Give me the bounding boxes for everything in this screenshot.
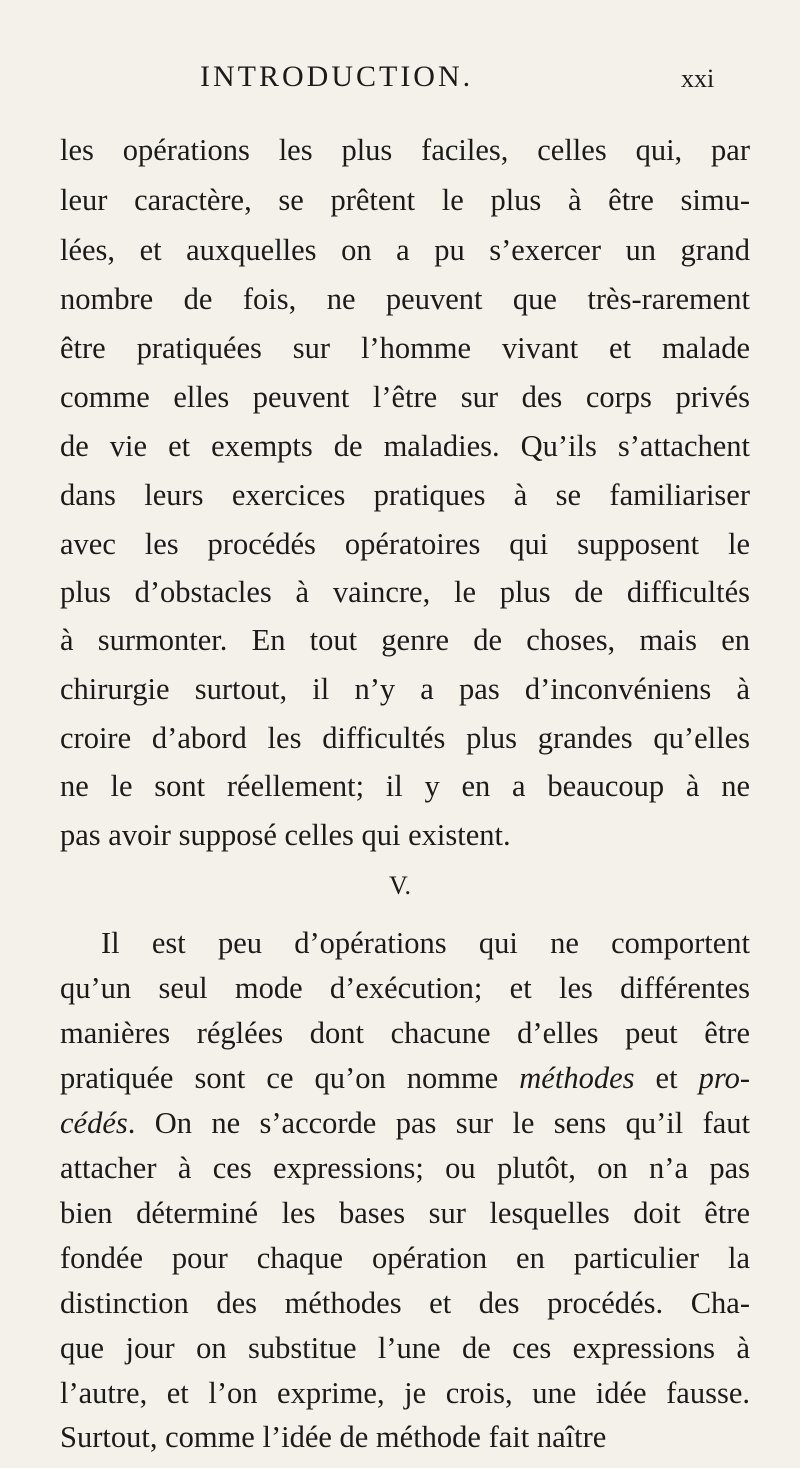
text-run: pratiquée sont ce qu’on nomme bbox=[60, 1061, 520, 1095]
text-line: croire d’abord les difficultés plus grandes qu’elles bbox=[60, 721, 750, 755]
text-line: attacher à ces expressions; ou plutôt, on n’a pas bbox=[60, 1151, 750, 1185]
text-line: à surmonter. En tout genre de choses, mais en bbox=[60, 623, 750, 657]
running-head-title: INTRODUCTION. bbox=[200, 60, 474, 93]
text-line: avec les procédés opératoires qui supposent le bbox=[60, 527, 750, 561]
text-line: distinction des méthodes et des procédés. Cha- bbox=[60, 1286, 750, 1320]
text-line: l’autre, et l’on exprime, je crois, une idée fausse. bbox=[60, 1376, 750, 1410]
section-heading: V. bbox=[389, 871, 411, 900]
italic-term-procedes-start: pro- bbox=[698, 1061, 751, 1095]
text-line: bien déterminé les bases sur lesquelles doit être bbox=[60, 1196, 750, 1230]
text-line: les opérations les plus faciles, celles qui, par bbox=[60, 133, 750, 167]
text-line: fondée pour chaque opération en particulier la bbox=[60, 1241, 750, 1275]
text-line: pas avoir supposé celles qui existent. bbox=[60, 818, 511, 852]
text-line bbox=[60, 1053, 750, 1103]
text-line: plus d’obstacles à vaincre, le plus de difficultés bbox=[60, 575, 750, 609]
text-line: leur caractère, se prêtent le plus à être simu- bbox=[60, 183, 750, 217]
text-line bbox=[60, 1098, 750, 1148]
text-line: dans leurs exercices pratiques à se familiariser bbox=[60, 478, 750, 512]
text-line: Surtout, comme l’idée de méthode fait naître bbox=[60, 1420, 607, 1454]
text-line: comme elles peuvent l’être sur des corps privés bbox=[60, 380, 750, 414]
text-line: chirurgie surtout, il n’y a pas d’inconvéniens à bbox=[60, 672, 750, 706]
text-line: nombre de fois, ne peuvent que très-rarement bbox=[60, 282, 750, 316]
text-line: Il est peu d’opérations qui ne comportent bbox=[101, 926, 750, 960]
page-number: xxi bbox=[681, 64, 715, 93]
text-line: que jour on substitue l’une de ces expressions à bbox=[60, 1331, 750, 1365]
text-line: être pratiquées sur l’homme vivant et malade bbox=[60, 331, 750, 365]
text-run: et bbox=[634, 1061, 699, 1095]
text-line: qu’un seul mode d’exécution; et les différentes bbox=[60, 971, 750, 1005]
text-line: de vie et exempts de maladies. Qu’ils s’attachent bbox=[60, 429, 750, 463]
italic-term-procedes-end: cédés bbox=[60, 1106, 128, 1140]
italic-term-methodes: méthodes bbox=[519, 1061, 635, 1095]
text-line: ne le sont réellement; il y en a beaucoup à ne bbox=[60, 769, 750, 803]
text-line: lées, et auxquelles on a pu s’exercer un grand bbox=[60, 233, 750, 267]
text-line: manières réglées dont chacune d’elles peut être bbox=[60, 1016, 750, 1050]
text-run: . On ne s’accorde pas sur le sens qu’il faut bbox=[127, 1106, 750, 1140]
